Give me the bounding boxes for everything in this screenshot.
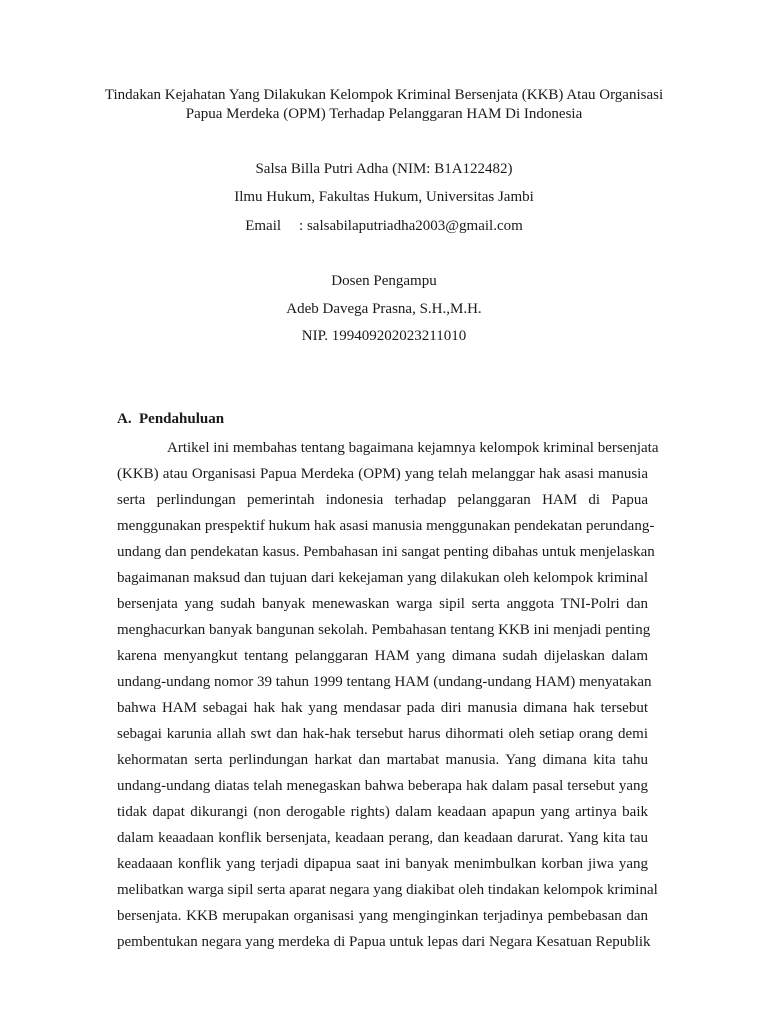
paragraph-line: Artikel ini membahas tentang bagaimana kejamnya kelompok kriminal bersenjata [167, 440, 659, 456]
body-paragraph [117, 435, 659, 955]
paragraph-line: keadaaan konflik yang terjadi dipapua saat ini banyak menimbulkan korban jiwa yang [117, 856, 648, 872]
title-line-1: Tindakan Kejahatan Yang Dilakukan Kelompok Kriminal Bersenjata (KKB) Atau Organisasi [104, 87, 664, 103]
paragraph-line: serta perlindungan pemerintah indonesia terhadap pelanggaran HAM di Papua [117, 492, 648, 508]
paragraph-line: undang dan pendekatan kasus. Pembahasan ini sangat penting dibahas untuk menjelaskan [117, 544, 655, 560]
paragraph-line: undang-undang diatas telah menegaskan bahwa beberapa hak dalam pasal tersebut yang [117, 778, 648, 794]
lecturer-nip: NIP. 199409202023211010 [301, 328, 467, 344]
paragraph-line: menghacurkan banyak bangunan sekolah. Pembahasan tentang KKB ini menjadi penting [117, 622, 651, 638]
paragraph-line: undang-undang nomor 39 tahun 1999 tentang HAM (undang-undang HAM) menyatakan [117, 674, 652, 690]
paragraph-line: melibatkan warga sipil serta aparat negara yang diakibat oleh tindakan kelompok kriminal [117, 882, 658, 898]
title-line-2: Papua Merdeka (OPM) Terhadap Pelanggaran HAM Di Indonesia [185, 106, 583, 122]
author-name: Salsa Billa Putri Adha (NIM: B1A122482) [255, 161, 513, 177]
paragraph-line: dalam keaadaan konflik bersenjata, keadaan perang, dan keadaan darurat. Yang kita tau [117, 830, 648, 846]
paragraph-line: karena menyangkut tentang pelanggaran HAM yang dimana sudah dijelaskan dalam [117, 648, 648, 664]
email-value: : salsabilaputriadha2003@gmail.com [299, 218, 523, 234]
paragraph-line: bagaimanan maksud dan tujuan dari kekejaman yang dilakukan oleh kelompok kriminal [117, 570, 648, 586]
lecturer-label: Dosen Pengampu [331, 273, 437, 289]
section-title: Pendahuluan [139, 411, 225, 427]
paragraph-line: bahwa HAM sebagai hak hak yang mendasar pada diri manusia dimana hak tersebut [117, 700, 648, 716]
author-email [84, 217, 684, 236]
lecturer-name: Adeb Davega Prasna, S.H.,M.H. [286, 301, 482, 317]
paragraph-line: menggunakan prespektif hukum hak asasi manusia menggunakan pendekatan perundang- [117, 518, 655, 534]
paragraph-line: kehormatan serta perlindungan harkat dan martabat manusia. Yang dimana kita tahu [117, 752, 648, 768]
document-title [70, 86, 698, 124]
section-heading [117, 410, 224, 429]
paragraph-line: bersenjata. KKB merupakan organisasi yang menginginkan terjadinya pembebasan dan [117, 908, 648, 924]
paragraph-line: tidak dapat dikurangi (non derogable rights) dalam keadaan apapun yang artinya baik [117, 804, 648, 820]
paragraph-line: sebagai karunia allah swt dan hak-hak tersebut harus dihormati oleh setiap orang demi [117, 726, 648, 742]
paragraph-line: pembentukan negara yang merdeka di Papua untuk lepas dari Negara Kesatuan Republik [117, 934, 651, 950]
section-number: A. [117, 411, 132, 427]
paragraph-line: (KKB) atau Organisasi Papua Merdeka (OPM) yang telah melanggar hak asasi manusia [117, 466, 648, 482]
paragraph-line: bersenjata yang sudah banyak menewaskan warga sipil serta anggota TNI-Polri dan [117, 596, 648, 612]
author-affiliation: Ilmu Hukum, Fakultas Hukum, Universitas Jambi [234, 189, 534, 205]
email-label: Email [245, 218, 282, 234]
